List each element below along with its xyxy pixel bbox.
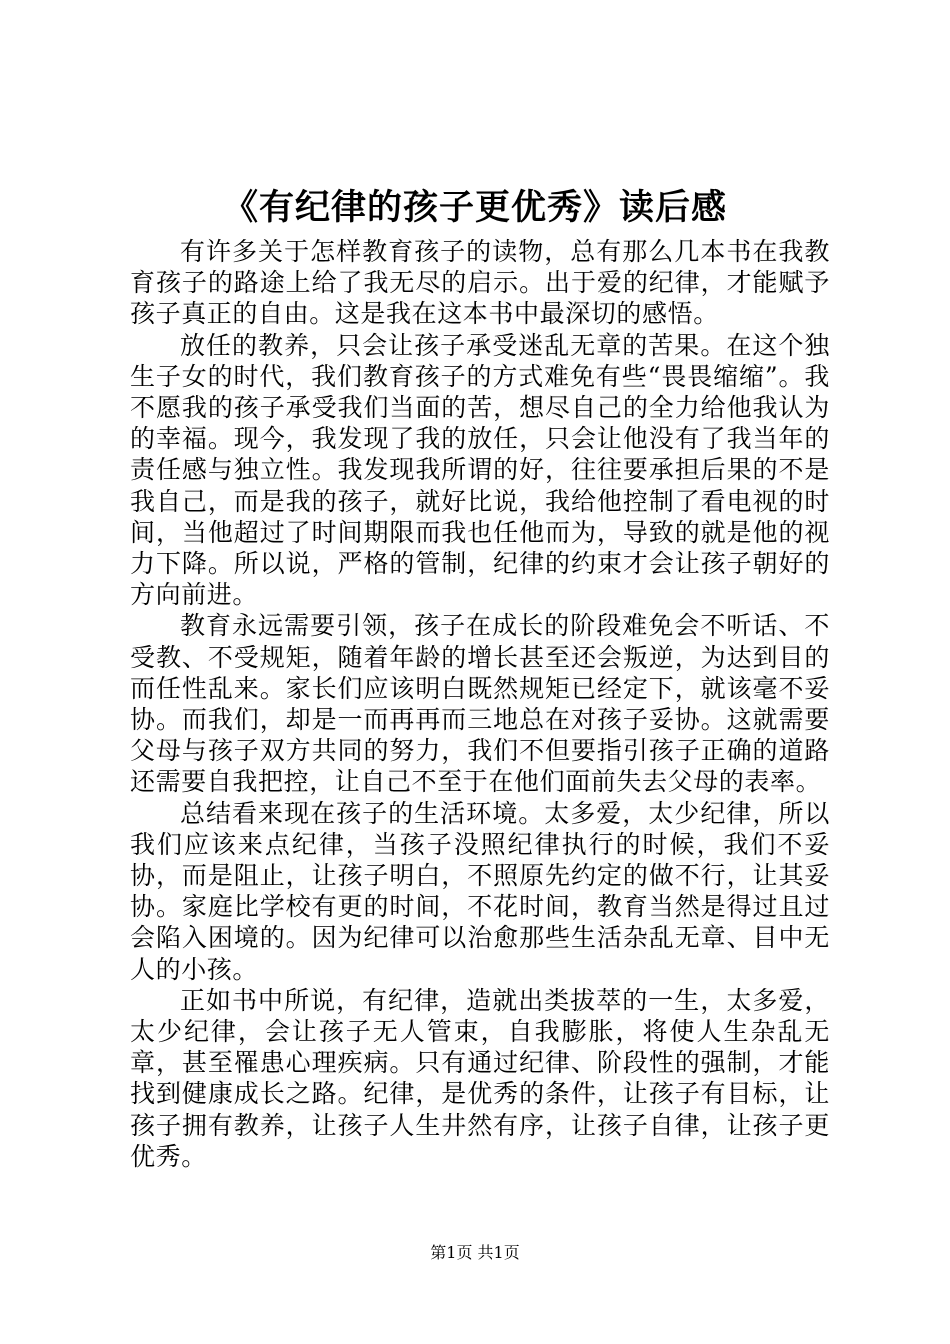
paragraph-3: 教育永远需要引领，孩子在成长的阶段难免会不听话、不受教、不受规矩，随着年龄的增长甚至还会叛逆，为达到目的而任性乱来。家长们应该明白既然规矩已经定下，就该毫不妥协。而我们，却是一而再再而三地总在对孩子妥协。这就需要父母与孩子双方共同的努力，我们不但要指引孩子正确的道路还需要自我把控，让自己不至于在他们面前失去父母的表率。 [130, 611, 830, 797]
document-title: 《有纪律的孩子更优秀》读后感 [222, 187, 727, 228]
paragraph-1: 有许多关于怎样教育孩子的读物，总有那么几本书在我教育孩子的路途上给了我无尽的启示。出于爱的纪律，才能赋予孩子真正的自由。这是我在这本书中最深切的感悟。 [130, 237, 830, 329]
paragraph-2: 放任的教养，只会让孩子承受迷乱无章的苦果。在这个独生子女的时代，我们教育孩子的方式难免有些“畏畏缩缩”。我不愿我的孩子承受我们当面的苦，想尽自己的全力给他我认为的幸福。现今，我发现了我的放任，只会让他没有了我当年的责任感与独立性。我发现我所谓的好，往往要承担后果的不是我自己，而是我的孩子，就好比说，我给他控制了看电视的时间，当他超过了时间期限而我也任他而为，导致的就是他的视力下降。所以说，严格的管制，纪律的约束才会让孩子朝好的方向前进。 [130, 330, 830, 610]
paragraph-4: 总结看来现在孩子的生活环境。太多爱，太少纪律，所以我们应该来点纪律，当孩子没照纪律执行的时候，我们不妥协，而是阻止，让孩子明白，不照原先约定的做不行，让其妥协。家庭比学校有更的时间，不花时间，教育当然是得过且过会陷入困境的。因为纪律可以治愈那些生活杂乱无章、目中无人的小孩。 [130, 798, 830, 984]
document-body [130, 236, 830, 1172]
paragraph-5: 正如书中所说，有纪律，造就出类拔萃的一生，太多爱，太少纪律，会让孩子无人管束，自我膨胀，将使人生杂乱无章，甚至罹患心理疾病。只有通过纪律、阶段性的强制，才能找到健康成长之路。纪律，是优秀的条件，让孩子有目标，让孩子拥有教养，让孩子人生井然有序，让孩子自律，让孩子更优秀。 [130, 985, 830, 1171]
page-footer: 第1页 共1页 [430, 1243, 520, 1262]
